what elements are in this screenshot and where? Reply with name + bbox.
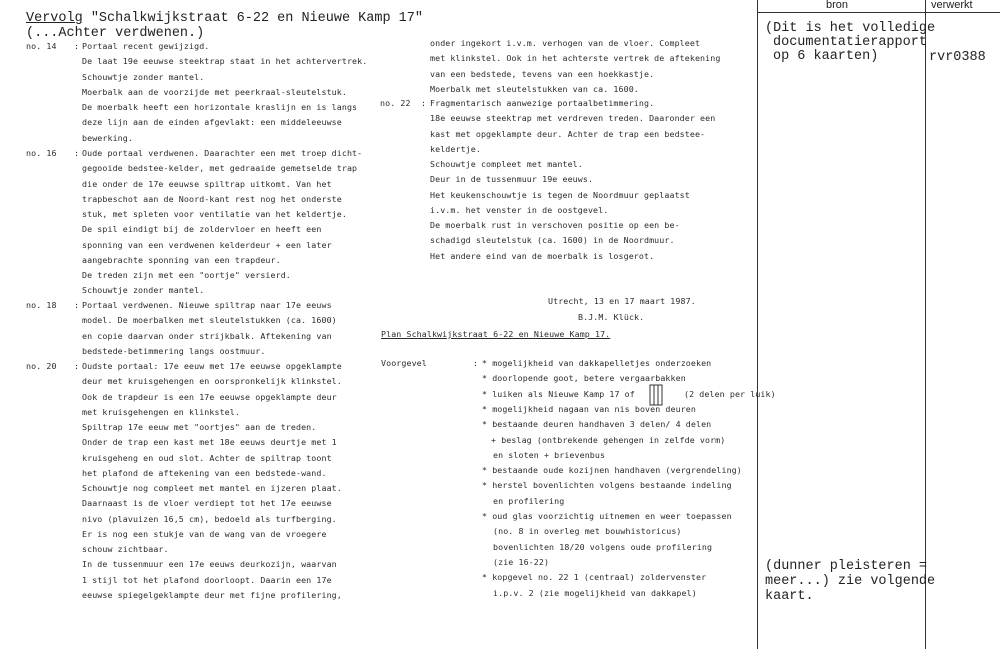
- plan-item: bovenlichten 18/20 volgens oude profilering: [493, 541, 713, 552]
- entry-line: 18e eeuwse steektrap met verdreven treden. Daaronder een: [430, 113, 716, 124]
- entry-colon: :: [74, 41, 80, 51]
- entry-colon: :: [421, 98, 427, 108]
- entry-line: Er is nog een stukje van de wang van de vroegere: [82, 528, 327, 539]
- plan-colon: :: [473, 358, 479, 368]
- entry-number: no. 20: [26, 361, 57, 371]
- column-header-rule: [757, 12, 1000, 13]
- signature-place-date: Utrecht, 13 en 17 maart 1987.: [548, 296, 696, 306]
- entry-line: Schouwtje compleet met mantel.: [430, 159, 583, 169]
- document-title: [26, 11, 423, 26]
- entry-line: nivo (plavuizen 16,5 cm), bedoeld als turfberging.: [82, 513, 337, 524]
- document-subtitle: (...Achter verdwenen.): [26, 26, 205, 41]
- entry-colon: :: [74, 148, 80, 158]
- entry-line: Schouwtje zonder mantel.: [82, 71, 205, 82]
- plan-item: (zie 16-22): [493, 556, 550, 567]
- column-header-verwerkt: verwerkt: [931, 0, 973, 11]
- plan-item: i.p.v. 2 (zie mogelijkheid van dakkapel): [493, 587, 697, 598]
- plan-item: (no. 8 in overleg met bouwhistoricus): [493, 526, 682, 537]
- entry-line: Oude portaal verdwenen. Daarachter een met troep dicht-: [82, 148, 363, 158]
- bottom-note-line-2: meer...) zie volgende: [765, 574, 936, 589]
- bottom-note-line-3: kaart.: [765, 589, 814, 604]
- entry-line: stuk, met spleten voor ventilatie van het keldertje.: [82, 209, 347, 219]
- entry-line: schadigd sleutelstuk (ca. 1600) in de Noordmuur.: [430, 235, 675, 246]
- title-text: "Schalkwijkstraat 6-22 en Nieuwe Kamp 17": [82, 11, 423, 26]
- plan-item: * mogelijkheid van dakkapelletjes onderzoeken: [482, 358, 712, 368]
- entry-colon: :: [74, 300, 80, 310]
- continuation-line: van een bedstede, tevens van een hoekkastje.: [430, 68, 655, 79]
- plan-item: * doorlopende goot, betere vergaarbakken: [482, 373, 686, 384]
- plan-item: en sloten + brievenbus: [493, 449, 606, 460]
- plan-item: * mogelijkheid nagaan van nis boven deuren: [482, 403, 696, 414]
- plan-item: + beslag (ontbrekende gehengen in zelfde vorm): [491, 434, 726, 445]
- bottom-note-line-1: (dunner pleisteren =: [765, 559, 928, 574]
- entry-line: Schouwtje nog compleet met mantel en ijzeren plaat.: [82, 483, 342, 493]
- entry-line: deur met kruisgehengen en oorspronkelijk klinkstel.: [82, 376, 342, 387]
- plan-item: en profilering: [493, 495, 565, 506]
- entry-line: deze lijn aan de einden afgevlakt: een middeleeuwse: [82, 117, 342, 128]
- entry-line: Moerbalk aan de voorzijde met peerkraal-sleutelstuk.: [82, 86, 347, 97]
- bron-column-left-border: [757, 0, 758, 649]
- shutter-sketch-icon: [649, 384, 663, 410]
- entry-line: het plafond de aftekening van een bedstede-wand.: [82, 467, 327, 478]
- entry-line: en copie daarvan onder strijkbalk. Aftekening van: [82, 330, 332, 341]
- continuation-line: Moerbalk met sleutelstukken van ca. 1600.: [430, 83, 639, 94]
- entry-line: Portaal recent gewijzigd.: [82, 41, 210, 51]
- entry-line: model. De moerbalken met sleutelstukken (ca. 1600): [82, 315, 337, 326]
- entry-line: schouw zichtbaar.: [82, 544, 169, 554]
- entry-line: Deur in de tussenmuur 19e eeuws.: [430, 174, 594, 185]
- entry-line: trapbeschot aan de Noord-kant rest nog het onderste: [82, 193, 342, 204]
- entry-number: no. 16: [26, 148, 57, 158]
- continuation-line: met klinkstel. Ook in het achterste vertrek de aftekening: [430, 53, 721, 64]
- plan-item: * oud glas voorzichtig uitnemen en weer toepassen: [482, 511, 732, 521]
- bron-note-line-2: documentatierapport: [773, 35, 927, 50]
- entry-line: Fragmentarisch aanwezige portaalbetimmering.: [430, 98, 655, 108]
- verwerkt-code: rvr0388: [929, 50, 986, 65]
- entry-line: Onder de trap een kast met 18e eeuws deurtje met 1: [82, 437, 337, 448]
- bron-column-right-border: [925, 0, 926, 649]
- entry-line: gegooide bedstee-kelder, met gedraaide gemetselde trap: [82, 163, 358, 174]
- signature-author: B.J.M. Klück.: [578, 312, 645, 322]
- entry-line: eeuwse spiegelgeklampte deur met fijne profilering,: [82, 589, 342, 600]
- entry-line: kast met opgeklampte deur. Achter de trap een bedstee-: [430, 128, 706, 139]
- column-header-bron: bron: [826, 0, 849, 11]
- entry-line: sponning van een verdwenen kelderdeur + een later: [82, 239, 332, 250]
- bron-note-line-3: op 6 kaarten): [773, 49, 879, 64]
- entry-line: Portaal verdwenen. Nieuwe spiltrap naar 17e eeuws: [82, 300, 332, 310]
- plan-item: * luiken als Nieuwe Kamp 17 of: [482, 388, 635, 399]
- entry-line: In de tussenmuur een 17e eeuws deurkozijn, waarvan: [82, 559, 337, 570]
- entry-line: keldertje.: [430, 143, 481, 154]
- entry-line: Schouwtje zonder mantel.: [82, 285, 205, 296]
- entry-number: no. 22: [380, 98, 411, 108]
- entry-line: Spiltrap 17e eeuw met "oortjes" aan de treden.: [82, 422, 317, 432]
- entry-line: Het keukenschouwtje is tegen de Noordmuur geplaatst: [430, 189, 690, 200]
- entry-number: no. 14: [26, 41, 57, 51]
- luiken-note: (2 delen per luik): [684, 389, 776, 399]
- entry-line: 1 stijl tot het plafond doorloopt. Daarin een 17e: [82, 574, 332, 585]
- title-prefix: Vervolg: [26, 11, 83, 26]
- entry-line: De treden zijn met een "oortje" versierd.: [82, 270, 291, 280]
- bron-note-line-1: (Dit is het volledige: [765, 21, 936, 36]
- plan-item: * kopgevel no. 22 1 (centraal) zoldervenster: [482, 572, 707, 583]
- entry-line: i.v.m. het venster in de oostgevel.: [430, 204, 609, 215]
- plan-title: Plan Schalkwijkstraat 6-22 en Nieuwe Kamp 17.: [381, 329, 611, 339]
- entry-line: De moerbalk rust in verschoven positie op een be-: [430, 220, 680, 230]
- entry-line: Daarnaast is de vloer verdiept tot het 17e eeuwse: [82, 498, 332, 509]
- entry-line: Het andere eind van de moerbalk is losgerot.: [430, 250, 655, 261]
- entry-number: no. 18: [26, 300, 57, 310]
- entry-line: De laat 19e eeuwse steektrap staat in het achtervertrek.: [82, 56, 368, 67]
- entry-line: De moerbalk heeft een horizontale kraslijn en is langs: [82, 102, 358, 112]
- entry-colon: :: [74, 361, 80, 371]
- plan-item: * bestaande oude kozijnen handhaven (vergrendeling): [482, 465, 742, 476]
- entry-line: Ook de trapdeur is een 17e eeuwse opgeklampte deur: [82, 391, 337, 402]
- continuation-line: onder ingekort i.v.m. verhogen van de vloer. Compleet: [430, 38, 701, 48]
- plan-item: * herstel bovenlichten volgens bestaande indeling: [482, 480, 732, 491]
- plan-section-voorgevel: Voorgevel: [381, 358, 427, 368]
- entry-line: aangebrachte sponning van een trapdeur.: [82, 254, 281, 265]
- entry-line: kruisgeheng en oud slot. Achter de spiltrap toont: [82, 452, 332, 463]
- entry-line: bedstede-betimmering langs oostmuur.: [82, 345, 266, 356]
- entry-line: De spil eindigt bij de zoldervloer en heeft een: [82, 224, 322, 235]
- entry-line: bewerking.: [82, 132, 133, 143]
- plan-item: * bestaande deuren handhaven 3 delen/ 4 delen: [482, 419, 712, 430]
- entry-line: Oudste portaal: 17e eeuw met 17e eeuwse opgeklampte: [82, 361, 342, 371]
- entry-line: die onder de 17e eeuwse spiltrap uitkomt. Van het: [82, 178, 332, 189]
- entry-line: met kruisgehengen en klinkstel.: [82, 406, 240, 417]
